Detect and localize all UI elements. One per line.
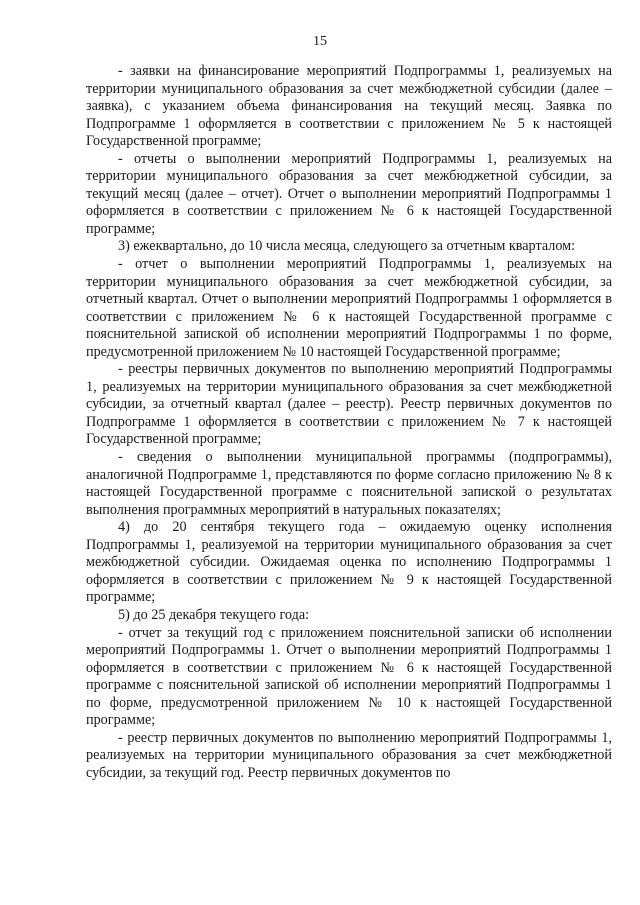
paragraph-application-item: - заявки на финансирование мероприятий Подпрограммы 1, реализуемых на территории муниципального образования за счет межбюджетной субсидии (далее – заявка), с указанием объема финансирования на текущий месяц. Заявка по Подпрограмме 1 оформляется в соответствии с приложением № 5 к настоящей Государственной программе; bbox=[86, 63, 612, 150]
paragraph-quarterly-heading: 3) ежеквартально, до 10 числа месяца, следующего за отчетным кварталом: bbox=[118, 238, 576, 255]
document-body bbox=[86, 63, 612, 782]
paragraph-monthly-report-item: - отчеты о выполнении мероприятий Подпрограммы 1, реализуемых на территории муниципального образования за счет межбюджетной субсидии, за текущий месяц (далее – отчет). Отчет о выполнении мероприятий Подпрограммы 1 оформляется в соответствии с приложением № 6 к настоящей Государственной программе; bbox=[86, 150, 612, 237]
paragraph-december-heading: 5) до 25 декабря текущего года: bbox=[118, 606, 310, 623]
paragraph-annual-registry-item: - реестр первичных документов по выполнению мероприятий Подпрограммы 1, реализуемых на территории муниципального образования за счет межбюджетной субсидии, за текущий год. Реестр первичных документов по bbox=[86, 729, 612, 781]
paragraph-registry-item: - реестры первичных документов по выполнению мероприятий Подпрограммы 1, реализуемых на территории муниципального образования за счет межбюджетной субсидии, за отчетный квартал (далее – реестр). Реестр первичных документов по Подпрограмме 1 оформляется в соответствии с приложением № 7 к настоящей Государственной программе; bbox=[86, 361, 612, 448]
paragraph-annual-report-item: - отчет за текущий год с приложением пояснительной записки об исполнении мероприятий Подпрограммы 1. Отчет о выполнении мероприятий Подпрограммы 1 оформляется в соответствии с приложением № 6 к настоящей Государственной программе с пояснительной запиской об исполнении мероприятий Подпрограммы 1 по форме, предусмотренной приложением № 10 к настоящей Государственной программе; bbox=[86, 624, 612, 729]
paragraph-quarterly-report-item: - отчет о выполнении мероприятий Подпрограммы 1, реализуемых на территории муниципального образования за счет межбюджетной субсидии, за отчетный квартал. Отчет о выполнении мероприятий Подпрограммы 1 оформляется в соответствии с приложением № 6 к настоящей Государственной программе с пояснительной запиской об исполнении мероприятий Подпрограммы 1 по форме, предусмотренной приложением № 10 настоящей Государственной программе; bbox=[86, 256, 612, 360]
paragraph-september-estimate: 4) до 20 сентября текущего года – ожидаемую оценку исполнения Подпрограммы 1, реализуемой на территории муниципального образования за счет межбюджетной субсидии. Ожидаемая оценка по исполнению Подпрограммы 1 оформляется в соответствии с приложением № 9 к настоящей Государственной программе; bbox=[86, 519, 612, 606]
page-number: 15 bbox=[313, 34, 327, 49]
paragraph-program-info-item: - сведения о выполнении муниципальной программы (подпрограммы), аналогичной Подпрограмме 1, представляются по форме согласно приложению № 8 к настоящей Государственной программе с пояснительной запиской о результатах выполнения программных мероприятий в натуральных показателях; bbox=[86, 449, 612, 518]
